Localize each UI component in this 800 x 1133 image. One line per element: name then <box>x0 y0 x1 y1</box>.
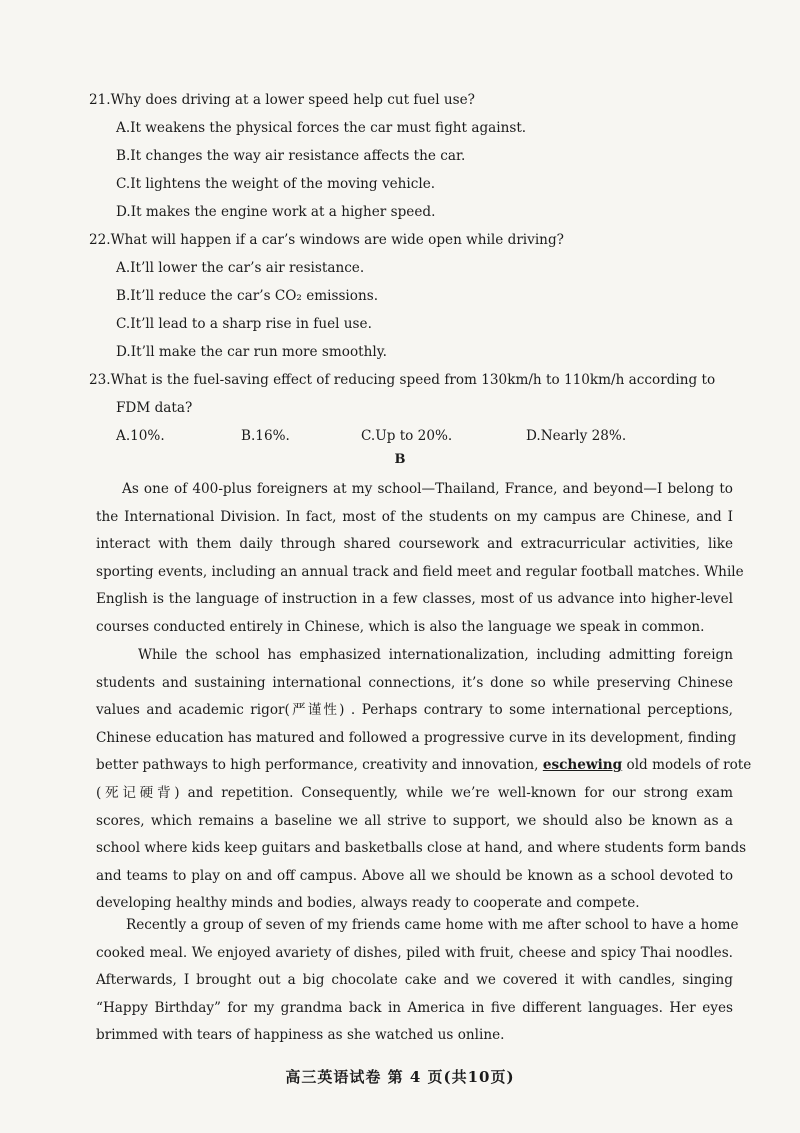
question-21-stem: 21.Why does driving at a lower speed help cut fuel use? <box>89 92 475 108</box>
passage-paragraph-3 <box>96 912 739 1050</box>
p2-line-5-before: better pathways to high performance, creativity and innovation, <box>96 757 539 774</box>
question-21-option-b: B.It changes the way air resistance affects the car. <box>116 148 466 164</box>
question-21-option-c: C.It lightens the weight of the moving vehicle. <box>116 176 436 192</box>
p2-line-3: values and academic rigor(严谨性) . Perhaps contrary to some international perceptions, <box>96 702 733 719</box>
question-22-option-b: B.It’ll reduce the car’s CO₂ emissions. <box>116 288 379 304</box>
question-23-stem-cont: FDM data? <box>116 400 193 416</box>
p3-line-3: Afterwards, I brought out a big chocolate cake and we covered it with candles, singing <box>96 972 733 989</box>
p2-line-2: students and sustaining international connections, it’s done so while preserving Chinese <box>96 674 733 691</box>
p2-line-10: developing healthy minds and bodies, always ready to cooperate and compete. <box>96 895 640 912</box>
question-21-option-d: D.It makes the engine work at a higher speed. <box>116 204 436 220</box>
p1-line-5: English is the language of instruction in a few classes, most of us advance into higher-level <box>96 591 733 608</box>
p3-line-4: “Happy Birthday” for my grandma back in America in five different languages. Her eyes <box>96 999 733 1016</box>
p3-line-5: brimmed with tears of happiness as she watched us online. <box>96 1027 505 1044</box>
p1-line-4: sporting events, including an annual track and field meet and regular football matches. While <box>96 563 744 580</box>
p1-line-6: courses conducted entirely in Chinese, which is also the language we speak in common. <box>96 618 705 635</box>
p2-line-4: Chinese education has matured and followed a progressive curve in its development, finding <box>96 729 737 746</box>
p1-line-3: interact with them daily through shared coursework and extracurricular activities, like <box>96 536 733 553</box>
section-label: B <box>394 452 406 467</box>
key-word-eschewing: eschewing <box>542 757 623 774</box>
p2-line-6: (死记硬背) and repetition. Consequently, while we’re well-known for our strong exam <box>96 784 733 801</box>
p3-line-2: cooked meal. We enjoyed avariety of dishes, piled with fruit, cheese and spicy Thai noodles. <box>96 944 733 961</box>
p2-line-7: scores, which remains a baseline we all strive to support, we should also be known as a <box>96 812 733 829</box>
passage-paragraph-1 <box>96 476 744 642</box>
question-23-stem: 23.What is the fuel-saving effect of reducing speed from 130km/h to 110km/h according to <box>89 372 716 388</box>
question-23-option-d: D.Nearly 28%. <box>526 428 627 444</box>
p2-line-8: school where kids keep guitars and basketballs close at hand, and where students form bands <box>96 840 747 857</box>
p2-line-9: and teams to play on and off campus. Above all we should be known as a school devoted to <box>96 867 733 884</box>
p2-line-5 <box>96 752 752 780</box>
page-footer: 高三英语试卷 第 4 页(共10页) <box>285 1068 515 1086</box>
question-22-option-a: A.It’ll lower the car’s air resistance. <box>116 260 365 276</box>
p1-line-2: the International Division. In fact, most of the students on my campus are Chinese, and I <box>96 508 733 525</box>
p1-line-1: As one of 400-plus foreigners at my school—Thailand, France, and beyond—I belong to <box>122 481 733 497</box>
question-23-option-b: B.16%. <box>241 428 290 444</box>
question-21-option-a: A.It weakens the physical forces the car must fight against. <box>116 120 527 136</box>
p3-line-1: Recently a group of seven of my friends came home with me after school to have a home <box>126 917 739 933</box>
p2-line-5-after: old models of rote <box>626 757 752 774</box>
question-22-stem: 22.What will happen if a car’s windows are wide open while driving? <box>89 232 564 248</box>
question-23-option-c: C.Up to 20%. <box>361 428 453 444</box>
question-22-option-c: C.It’ll lead to a sharp rise in fuel use. <box>116 316 372 332</box>
p2-line-1: While the school has emphasized internationalization, including admitting foreign <box>138 647 733 663</box>
question-23-option-a: A.10%. <box>116 428 165 444</box>
question-22-option-d: D.It’ll make the car run more smoothly. <box>116 344 387 360</box>
passage-paragraph-2 <box>96 642 752 918</box>
